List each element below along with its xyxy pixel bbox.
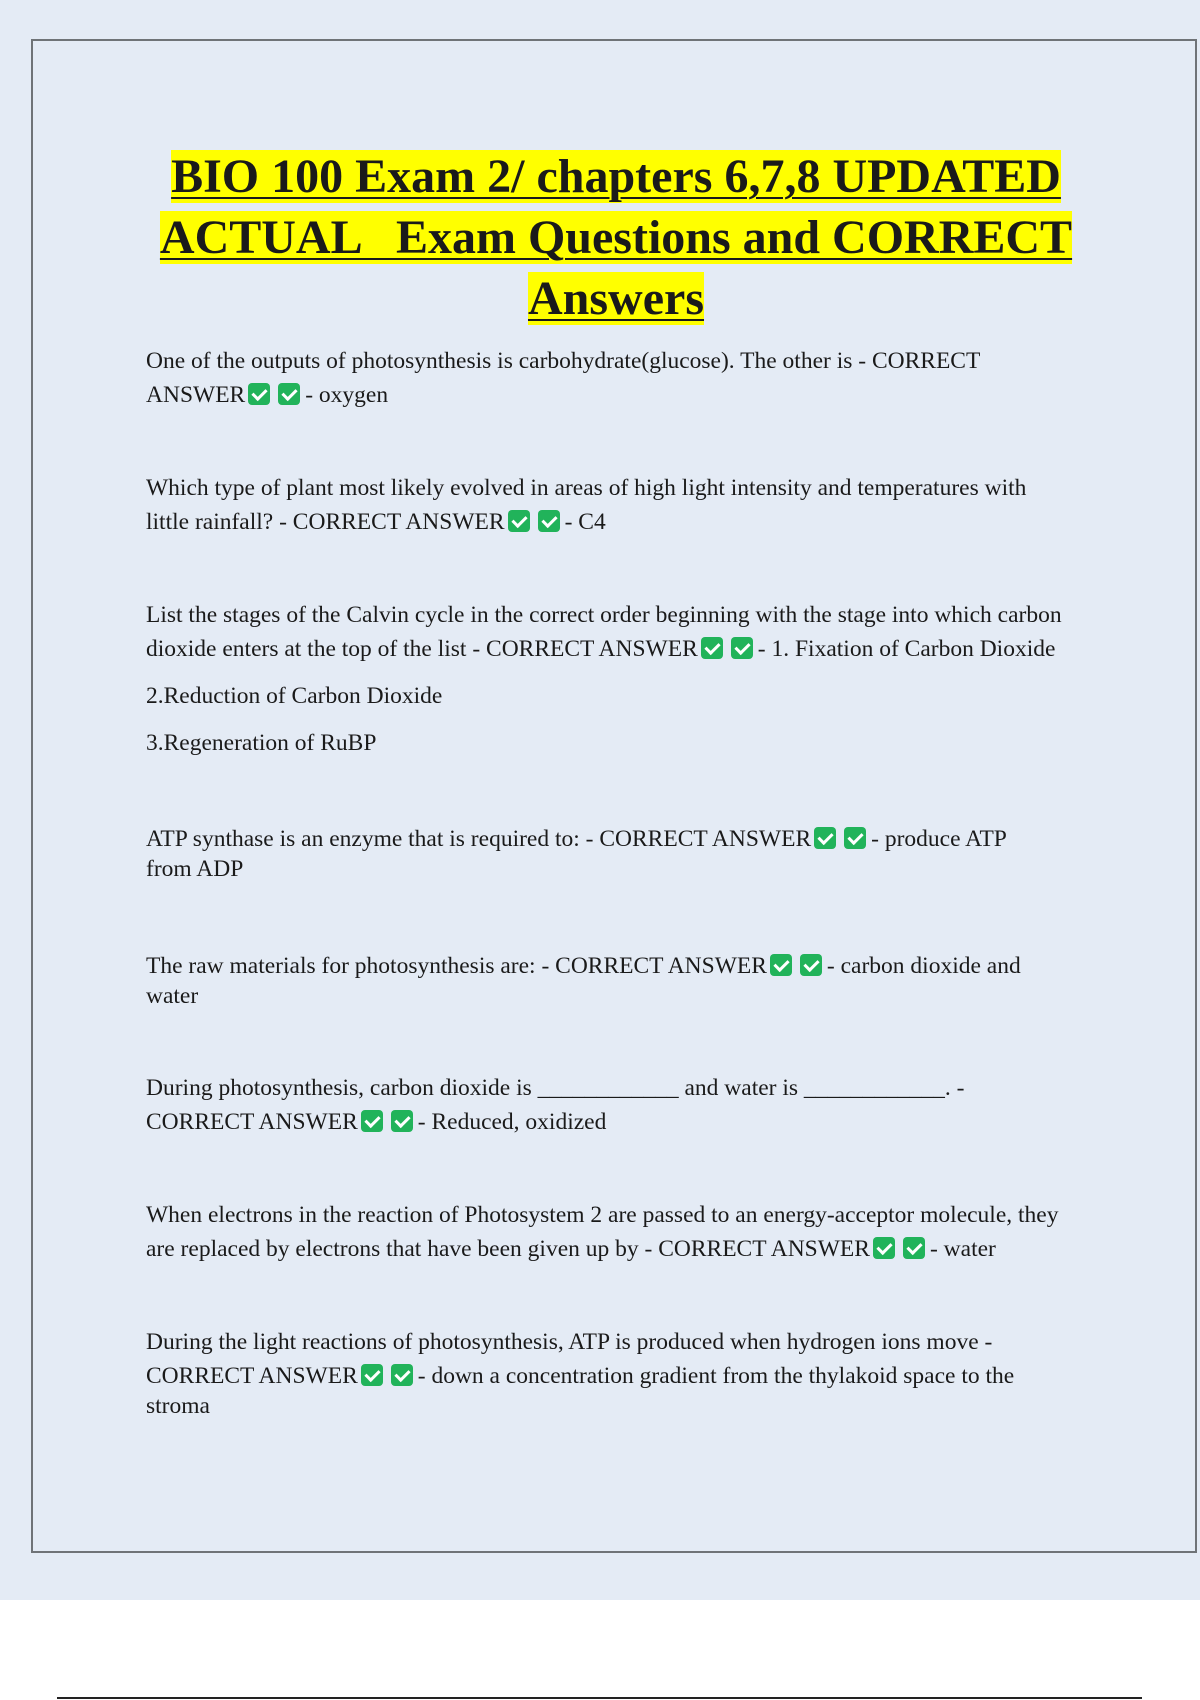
answer-text: - down a concentration gradient from the thylakoid space to the xyxy=(417,1363,1015,1389)
checkmark-icon xyxy=(800,954,822,976)
answer-text: - produce ATP xyxy=(871,826,1007,852)
answer-text: from ADP xyxy=(146,856,244,882)
title-line-2: ACTUAL Exam Questions and CORRECT xyxy=(159,211,1073,264)
answer-text: - Reduced, oxidized xyxy=(417,1109,607,1135)
question-text: CORRECT ANSWER xyxy=(146,1363,358,1389)
answer-text: - water xyxy=(929,1236,996,1262)
question-text: are replaced by electrons that have been given up by - CORRECT ANSWER xyxy=(146,1236,870,1262)
checkmark-icon xyxy=(361,1110,383,1132)
checkmark-icon xyxy=(770,954,792,976)
question-text: CORRECT ANSWER xyxy=(146,1109,358,1135)
question-text: One of the outputs of photosynthesis is carbohydrate(glucose). The other is - CORRECT xyxy=(146,348,981,374)
question-text: ATP synthase is an enzyme that is required to: - CORRECT ANSWER xyxy=(146,826,812,852)
document-page xyxy=(31,39,1197,1553)
qa-item xyxy=(146,598,1136,760)
question-text: The raw materials for photosynthesis are: - CORRECT ANSWER xyxy=(146,953,767,979)
question-text: dioxide enters at the top of the list - CORRECT ANSWER xyxy=(146,636,698,662)
checkmark-icon xyxy=(248,383,270,405)
question-text: When electrons in the reaction of Photosystem 2 are passed to an energy-acceptor molecule, they xyxy=(146,1202,1059,1228)
checkmark-icon xyxy=(844,827,866,849)
checkmark-icon xyxy=(814,827,836,849)
answer-text: - oxygen xyxy=(305,382,389,408)
question-text: ANSWER xyxy=(146,382,246,408)
checkmark-icon xyxy=(731,637,753,659)
question-text: Which type of plant most likely evolved in areas of high light intensity and temperatures with xyxy=(146,475,1027,501)
title-line-1: BIO 100 Exam 2/ chapters 6,7,8 UPDATED xyxy=(171,150,1061,203)
qa-item xyxy=(146,471,1136,539)
qa-item xyxy=(146,1198,1136,1266)
checkmark-icon xyxy=(391,1364,413,1386)
answer-step: 2.Reduction of Carbon Dioxide xyxy=(146,683,443,709)
title-line-3: Answers xyxy=(528,272,704,325)
checkmark-icon xyxy=(391,1110,413,1132)
answer-text: stroma xyxy=(146,1393,210,1419)
checkmark-icon xyxy=(873,1237,895,1259)
checkmark-icon xyxy=(538,510,560,532)
question-text: During the light reactions of photosynthesis, ATP is produced when hydrogen ions move - xyxy=(146,1329,993,1355)
answer-text: - carbon dioxide and xyxy=(826,953,1021,979)
qa-item xyxy=(146,949,1136,1013)
checkmark-icon xyxy=(278,383,300,405)
question-text: List the stages of the Calvin cycle in the correct order beginning with the stage into which carbon xyxy=(146,602,1062,628)
document-title xyxy=(33,146,1199,329)
checkmark-icon xyxy=(701,637,723,659)
footer-divider xyxy=(57,1697,1142,1699)
qa-item xyxy=(146,344,1136,412)
question-text: little rainfall? - CORRECT ANSWER xyxy=(146,509,505,535)
qa-item xyxy=(146,822,1136,886)
qa-item xyxy=(146,1325,1136,1423)
answer-step: 3.Regeneration of RuBP xyxy=(146,730,377,756)
answer-text: water xyxy=(146,983,199,1009)
answer-text: - 1. Fixation of Carbon Dioxide xyxy=(757,636,1056,662)
checkmark-icon xyxy=(903,1237,925,1259)
checkmark-icon xyxy=(361,1364,383,1386)
question-text: During photosynthesis, carbon dioxide is ____________ and water is ____________. - xyxy=(146,1075,965,1101)
answer-text: - C4 xyxy=(564,509,606,535)
checkmark-icon xyxy=(508,510,530,532)
qa-item xyxy=(146,1071,1136,1139)
